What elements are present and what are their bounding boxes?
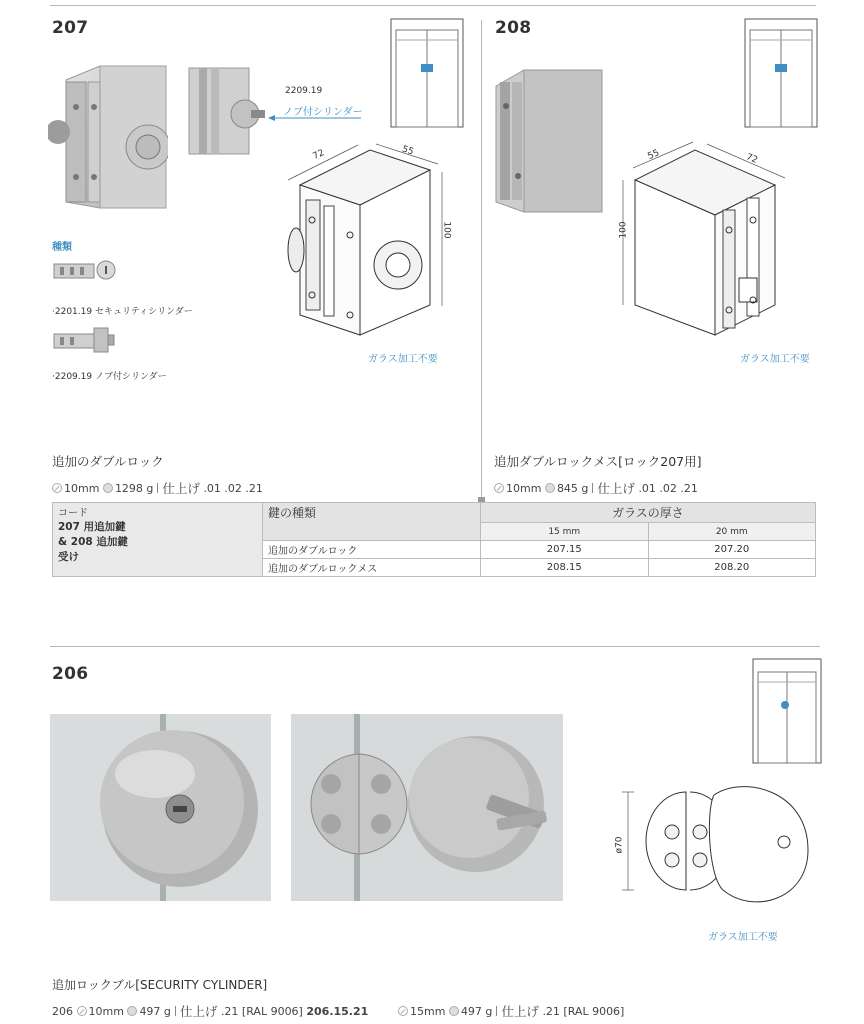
dim-depth-207: 55 xyxy=(400,144,415,158)
glass-thickness-header: ガラスの厚さ xyxy=(481,503,816,523)
spec-207: 10mm 1298 g 仕上げ .01 .02 .21 xyxy=(52,479,263,497)
title-207: 追加のダブルロック xyxy=(52,454,164,469)
key-type-header: 鍵の種類 xyxy=(263,503,481,541)
product-photo-208 xyxy=(494,66,604,216)
glass-thickness-icon xyxy=(52,483,62,493)
code-table xyxy=(52,502,816,577)
weight-icon xyxy=(545,483,555,493)
top-rule xyxy=(50,5,816,6)
weight-icon xyxy=(127,1006,137,1016)
table-row: 追加のダブルロックメス 208.15 208.20 xyxy=(53,559,816,577)
callout-arrow xyxy=(268,114,363,122)
product-photo-206-a xyxy=(50,714,271,901)
glass-thickness-icon xyxy=(398,1006,408,1016)
glass-note-206: ガラス加工不要 xyxy=(708,932,778,943)
code-cell: コード 207 用追加鍵 & 208 追加鍵 受け xyxy=(53,503,263,577)
weight-icon xyxy=(449,1006,459,1016)
spec-208: 10mm 845 g 仕上げ .01 .02 .21 xyxy=(494,479,698,497)
cylinder-photo-security xyxy=(52,256,118,286)
door-diagram-208 xyxy=(744,18,818,128)
cylinder-callout-code: 2209.19 xyxy=(285,86,323,96)
technical-drawing-207 xyxy=(280,140,460,340)
product-photo-207-receiver xyxy=(187,62,267,157)
variant-security: ·2201.19 セキュリティシリンダー xyxy=(52,307,193,317)
table-row: 追加のダブルロック 207.15 207.20 xyxy=(53,541,816,559)
spec-206-a: 206 10mm 497 g 仕上げ .21 [RAL 9006] 206.15.21 xyxy=(52,1004,369,1019)
glass-note-208: ガラス加工不要 xyxy=(740,354,810,365)
dim-diameter-206: ø70 xyxy=(614,836,625,854)
technical-drawing-208 xyxy=(615,140,805,340)
spec-206-b: 15mm 497 g 仕上げ .21 [RAL 9006] xyxy=(398,1002,624,1020)
cylinder-callout-name: ノブ付シリンダー xyxy=(283,107,363,118)
variant-knob: ·2209.19 ノブ付シリンダー xyxy=(52,372,167,382)
title-206: 追加ロックブル[SECURITY CYLINDER] xyxy=(52,978,268,992)
product-photo-206-b xyxy=(291,714,563,901)
dim-depth-208: 55 xyxy=(646,148,662,162)
glass-note-207: ガラス加工不要 xyxy=(368,354,438,365)
cylinder-photo-knob xyxy=(52,322,118,356)
section-rule-206 xyxy=(50,646,820,647)
product-number-206: 206 xyxy=(52,664,89,684)
product-number-207: 207 xyxy=(52,18,89,38)
dim-height-208: 100 xyxy=(618,221,629,239)
column-divider xyxy=(481,20,482,500)
product-photo-207 xyxy=(48,62,168,212)
door-diagram-207 xyxy=(390,18,464,128)
weight-icon xyxy=(103,483,113,493)
thickness-20: 20 mm xyxy=(648,523,816,541)
glass-thickness-icon xyxy=(77,1006,87,1016)
door-diagram-206 xyxy=(752,658,822,764)
technical-drawing-206 xyxy=(608,780,828,910)
thickness-15: 15 mm xyxy=(481,523,649,541)
dim-width-207: 72 xyxy=(311,148,327,162)
dim-width-208: 72 xyxy=(744,152,759,166)
product-number-208: 208 xyxy=(495,18,532,38)
glass-thickness-icon xyxy=(494,483,504,493)
dim-height-207: 100 xyxy=(441,221,452,239)
title-208: 追加ダブルロックメス[ロック207用] xyxy=(494,454,702,469)
variants-label: 種類 xyxy=(52,242,72,253)
